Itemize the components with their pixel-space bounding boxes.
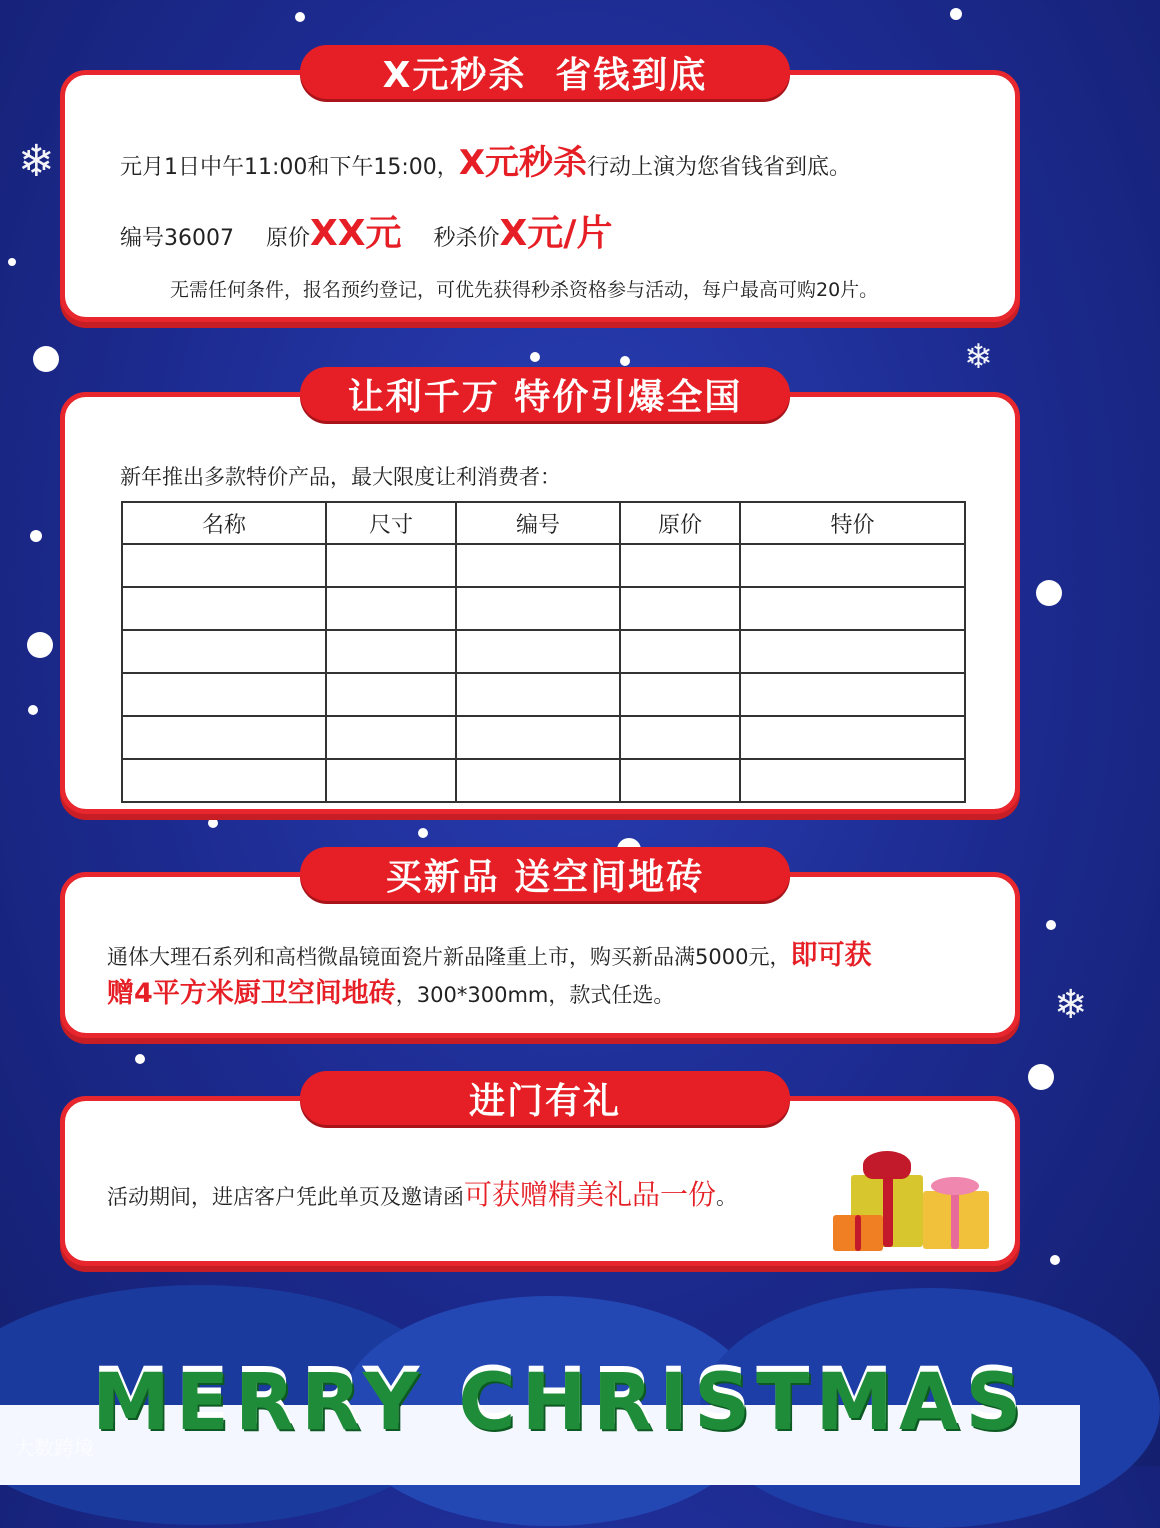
gift-title: 进门有礼 <box>300 1071 790 1125</box>
new-product-line1: 通体大理石系列和高档微晶镜面瓷片新品隆重上市，购买新品满5000元，即可获 <box>107 940 872 971</box>
table-row <box>122 673 965 716</box>
snow-dot <box>135 1054 145 1064</box>
original-price: XX元 <box>310 213 402 254</box>
price-table <box>121 501 966 803</box>
snow-dot <box>1046 920 1056 930</box>
gift-card <box>60 1080 1020 1266</box>
snow-dot <box>950 8 962 20</box>
gift-text: 活动期间，进店客户凭此单页及邀请函可获赠精美礼品一份。 <box>107 1178 738 1211</box>
flash-sale-line1: 元月1日中午11:00和下午15:00，X元秒杀行动上演为您省钱省到底。 <box>120 143 852 183</box>
watermark: 大数跨境 <box>14 1436 94 1460</box>
flash-sale-note: 无需任何条件，报名预约登记，可优先获得秒杀资格参与活动，每户最高可购20片。 <box>170 279 879 301</box>
snow-dot <box>30 530 42 542</box>
snow-dot <box>620 356 630 366</box>
snow-dot <box>1050 1255 1060 1265</box>
snowflake-icon: ❄ <box>18 136 55 187</box>
product-code: 编号36007 <box>120 226 234 251</box>
special-price-card <box>60 376 1020 814</box>
new-product-title: 买新品 送空间地砖 <box>300 847 790 901</box>
special-price-intro: 新年推出多款特价产品，最大限度让利消费者： <box>120 465 561 489</box>
table-header-row <box>122 502 965 544</box>
snow-dot <box>1036 580 1062 606</box>
snow-dot <box>1028 1064 1054 1090</box>
snow-dot <box>27 632 53 658</box>
snow-dot <box>8 258 16 266</box>
snow-dot <box>530 352 540 362</box>
snowflake-icon: ❄ <box>1054 982 1088 1028</box>
snow-dot <box>33 346 59 372</box>
column-header: 特价 <box>740 502 965 544</box>
table-row <box>122 587 965 630</box>
table-row <box>122 759 965 802</box>
snow-dot <box>208 818 218 828</box>
column-header: 原价 <box>620 502 740 544</box>
gift-highlight: 可获赠精美礼品一份 <box>464 1178 717 1211</box>
column-header: 名称 <box>122 502 326 544</box>
special-price-title: 让利千万 特价引爆全国 <box>300 367 790 421</box>
column-header: 编号 <box>456 502 620 544</box>
flash-sale-price-line: 编号36007 原价XX元 秒杀价X元/片 <box>120 213 613 254</box>
snow-dot <box>418 828 428 838</box>
merry-christmas-text: MERRY CHRISTMAS <box>92 1358 1028 1448</box>
snow-dot <box>28 705 38 715</box>
new-product-line2: 赠4平方米厨卫空间地砖，300*300mm，款式任选。 <box>107 978 675 1009</box>
column-header: 尺寸 <box>326 502 456 544</box>
table-row <box>122 716 965 759</box>
sale-price: X元/片 <box>499 213 613 254</box>
gift-boxes-icon <box>827 1141 997 1253</box>
flash-sale-highlight: X元秒杀 <box>458 143 588 183</box>
table-row <box>122 544 965 587</box>
snowflake-icon: ❄ <box>964 337 993 377</box>
snow-dot <box>295 12 305 22</box>
flash-sale-title: X元秒杀 省钱到底 <box>300 45 790 99</box>
flash-sale-card <box>60 54 1020 322</box>
new-product-card <box>60 856 1020 1038</box>
table-row <box>122 630 965 673</box>
